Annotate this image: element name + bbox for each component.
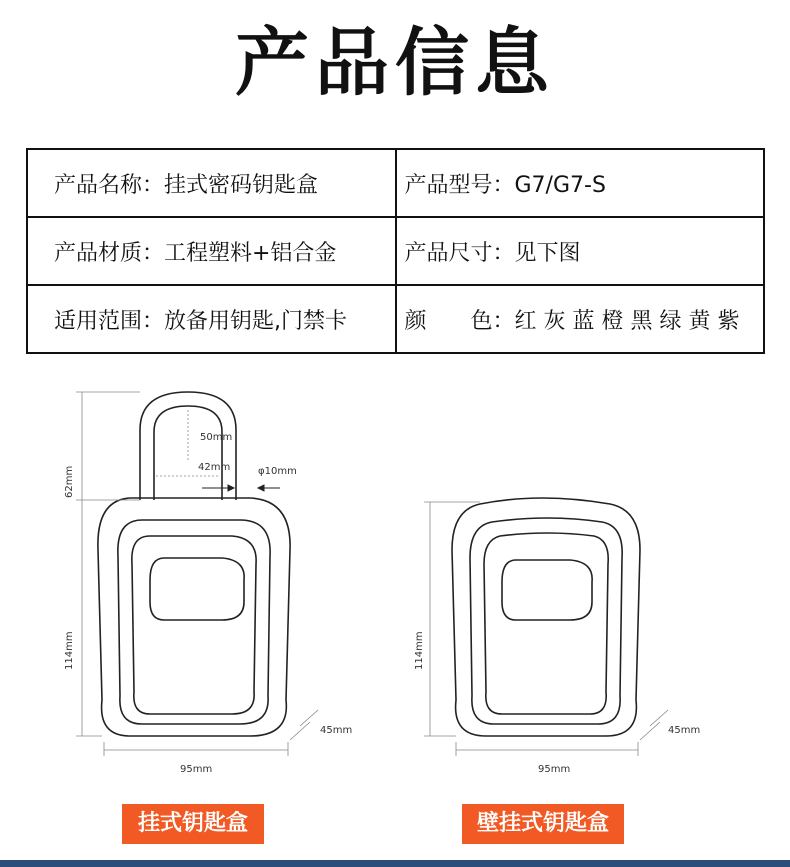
- table-row: [27, 285, 764, 353]
- table-cell: 产品名称：挂式密码钥匙盒: [27, 149, 396, 217]
- dim-label: 62mm: [64, 465, 75, 498]
- table-cell: 产品材质：工程塑料+铝合金: [27, 217, 396, 285]
- dim-label: 114mm: [64, 631, 75, 670]
- padlock-box-label: 挂式钥匙盒: [122, 804, 264, 844]
- dim-label: 114mm: [414, 631, 425, 670]
- right-dimension-lines: [424, 502, 668, 756]
- footer-bar: [0, 860, 790, 867]
- wall-key-box-drawing: [452, 498, 640, 736]
- padlock-key-box-drawing: [98, 392, 290, 736]
- dim-label: 45mm: [320, 725, 353, 736]
- shackle-arrows: [202, 485, 280, 491]
- table-cell: 产品型号：G7/G7-S: [396, 149, 765, 217]
- table-row: [27, 217, 764, 285]
- wall-box-label: 壁挂式钥匙盒: [462, 804, 624, 844]
- table-cell: 产品尺寸：见下图: [396, 217, 765, 285]
- product-info-table: [26, 148, 765, 354]
- dim-label: 45mm: [668, 725, 701, 736]
- page-title: 产品信息: [235, 20, 555, 106]
- dim-label: 95mm: [538, 764, 571, 775]
- dim-label: 42mm: [198, 462, 231, 473]
- dimension-diagram: [0, 380, 790, 800]
- dim-label: 50mm: [200, 432, 233, 443]
- table-cell: 颜 色：红 灰 蓝 橙 黑 绿 黄 紫: [396, 285, 765, 353]
- dim-label: φ10mm: [258, 466, 297, 477]
- table-cell: 适用范围：放备用钥匙,门禁卡: [27, 285, 396, 353]
- left-dimension-lines: [76, 392, 318, 756]
- dim-label: 95mm: [180, 764, 213, 775]
- table-row: [27, 149, 764, 217]
